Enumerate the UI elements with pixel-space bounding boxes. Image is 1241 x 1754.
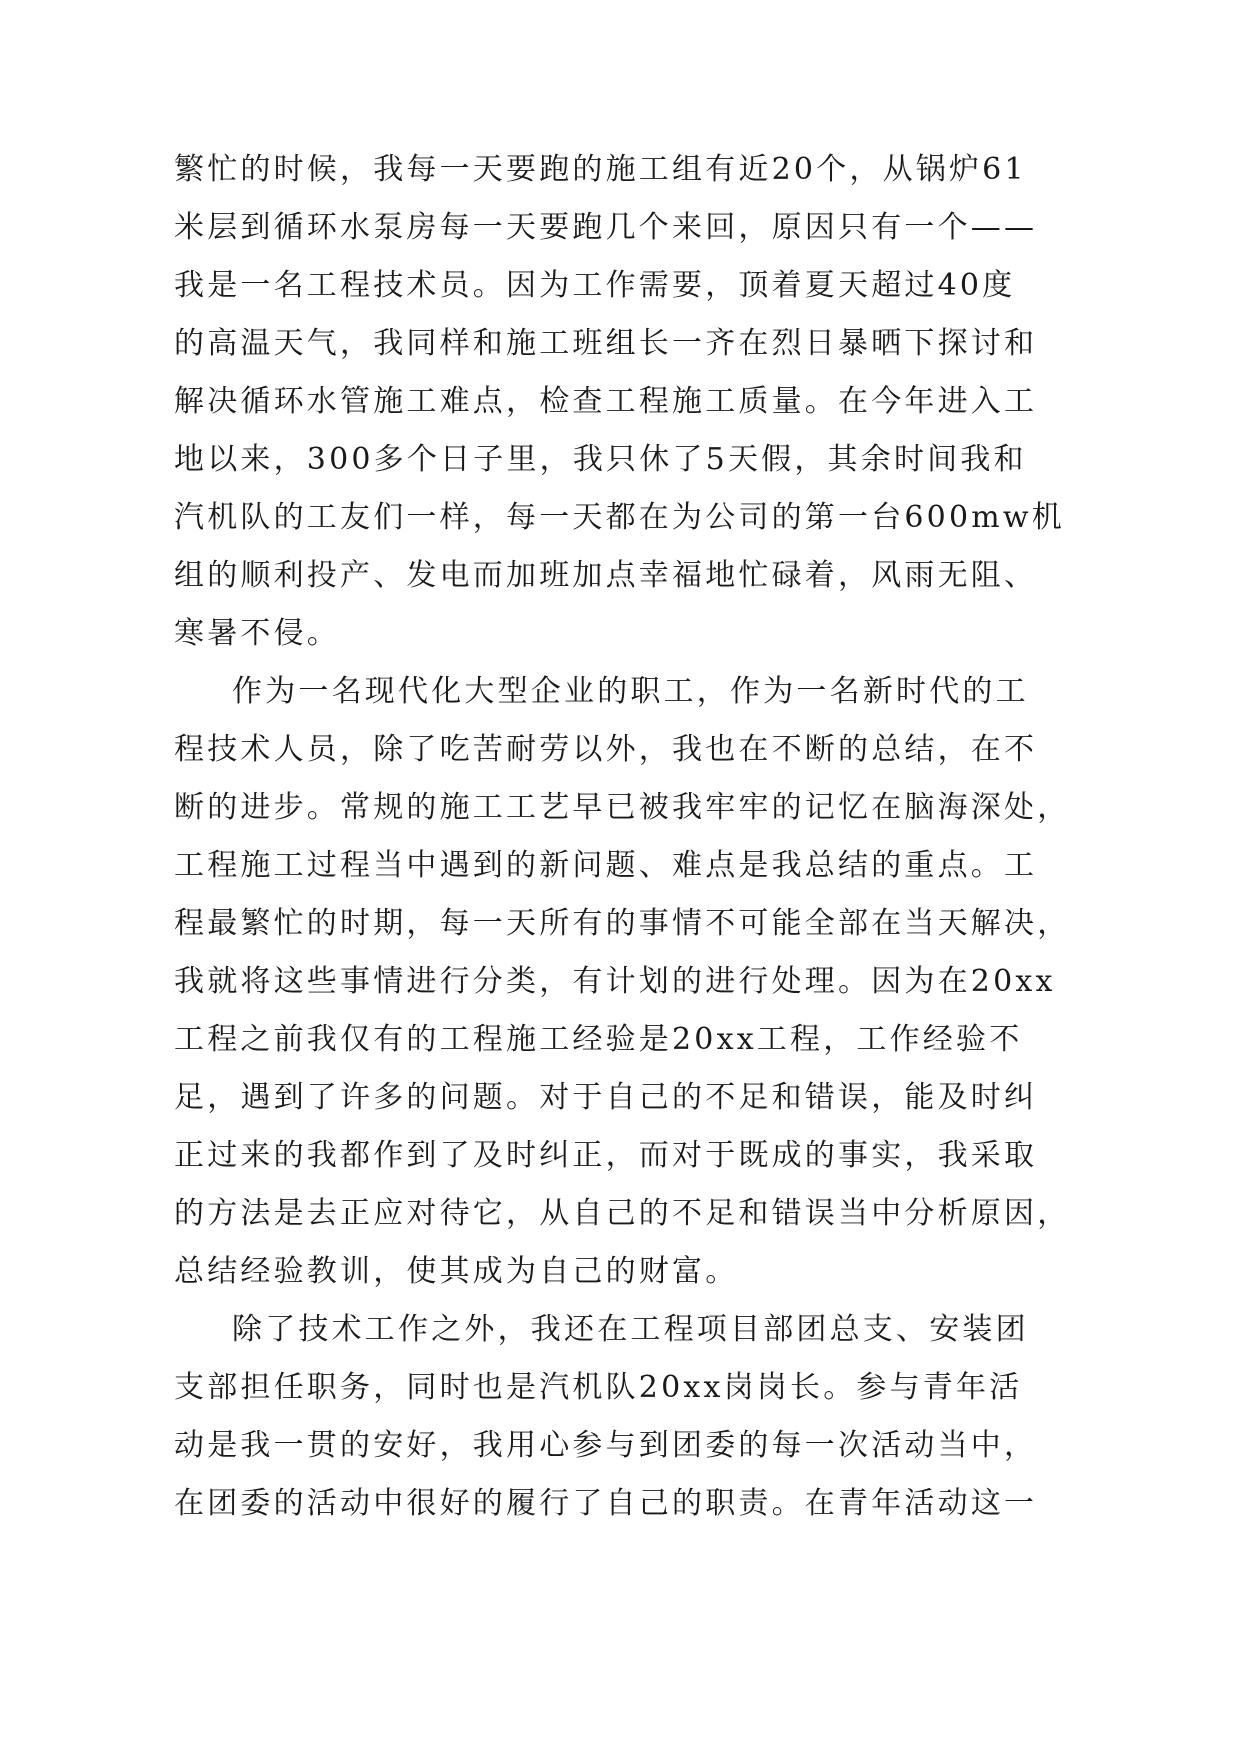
text-line: 工程施工过程当中遇到的新问题、难点是我总结的重点。工 xyxy=(174,848,1038,883)
text-line: 程技术人员，除了吃苦耐劳以外，我也在不断的总结，在不 xyxy=(174,732,1038,767)
text-line: 解决循环水管施工难点，检查工程施工质量。在今年进入工 xyxy=(174,384,1038,419)
text-line: 的方法是去正应对待它，从自己的不足和错误当中分析原因， xyxy=(174,1196,1071,1231)
text-line: 汽机队的工友们一样，每一天都在为公司的第一台600mw机 xyxy=(174,500,1065,535)
text-line: 动是我一贯的安好，我用心参与到团委的每一次活动当中， xyxy=(174,1428,1038,1463)
text-line: 支部担任职务，同时也是汽机队20xx岗岗长。参与青年活 xyxy=(174,1370,1023,1405)
text-line: 工程之前我仅有的工程施工经验是20xx工程，工作经验不 xyxy=(174,1022,1023,1057)
text-line: 足，遇到了许多的问题。对于自己的不足和错误，能及时纠 xyxy=(174,1080,1038,1115)
paragraph-first-line: 除了技术工作之外，我还在工程项目部团总支、安装团 xyxy=(232,1312,1029,1347)
text-line: 寒暑不侵。 xyxy=(174,616,340,651)
text-line: 米层到循环水泵房每一天要跑几个来回，原因只有一个—— xyxy=(174,210,1038,245)
text-line: 正过来的我都作到了及时纠正，而对于既成的事实，我采取 xyxy=(174,1138,1038,1173)
text-line: 断的进步。常规的施工工艺早已被我牢牢的记忆在脑海深处， xyxy=(174,790,1071,825)
text-line: 我是一名工程技术员。因为工作需要，顶着夏天超过40度 xyxy=(174,268,1016,303)
text-line: 我就将这些事情进行分类，有计划的进行处理。因为在20xx xyxy=(174,964,1056,999)
text-line: 的高温天气，我同样和施工班组长一齐在烈日暴晒下探讨和 xyxy=(174,326,1038,361)
text-line: 程最繁忙的时期，每一天所有的事情不可能全部在当天解决， xyxy=(174,906,1071,941)
text-line: 总结经验教训，使其成为自己的财富。 xyxy=(174,1254,739,1289)
text-line: 繁忙的时候，我每一天要跑的施工组有近20个，从锅炉61 xyxy=(174,152,1027,187)
text-line: 地以来，300多个日子里，我只休了5天假，其余时间我和 xyxy=(174,442,1027,477)
text-line: 在团委的活动中很好的履行了自己的职责。在青年活动这一 xyxy=(174,1486,1038,1521)
text-line: 组的顺利投产、发电而加班加点幸福地忙碌着，风雨无阻、 xyxy=(174,558,1038,593)
paragraph-first-line: 作为一名现代化大型企业的职工，作为一名新时代的工 xyxy=(232,674,1029,709)
